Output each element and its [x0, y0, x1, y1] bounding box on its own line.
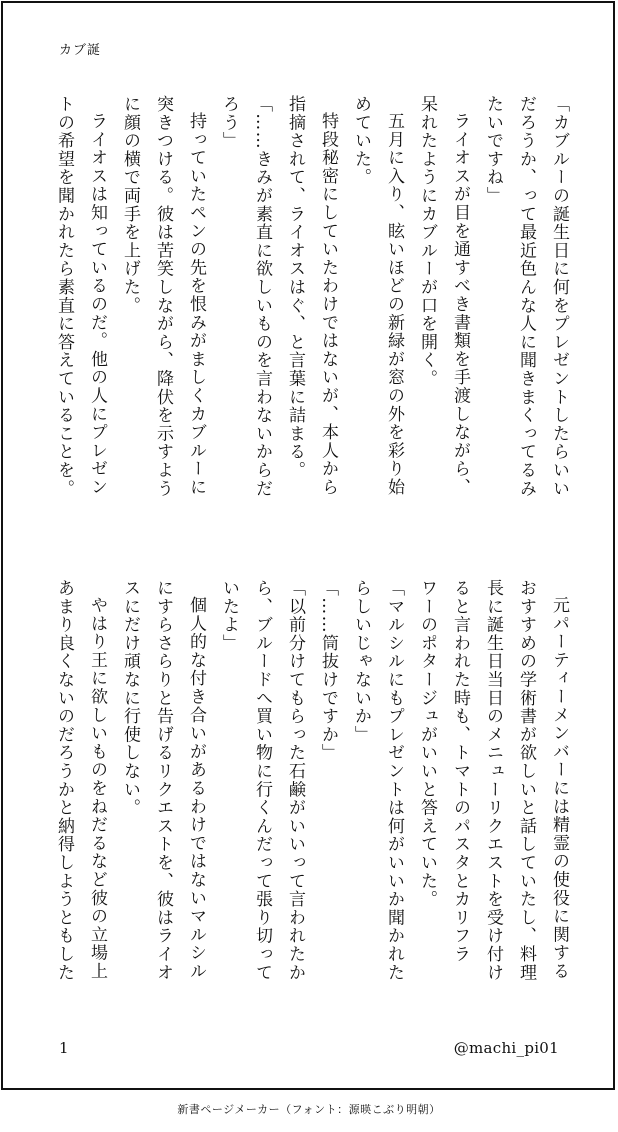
upper-text-column: [25, 95, 575, 525]
text-line: めていた。: [351, 95, 371, 187]
text-line: ると言われた時も、トマトのパスタとカリフラ: [450, 579, 470, 964]
text-line: いたよ」: [219, 579, 239, 653]
text-line: たいですね」: [483, 95, 503, 205]
text-line: 五月に入り、眩いほどの新緑が窓の外を彩り始: [384, 112, 404, 497]
text-line: にすらさらりと告げるリクエストを、彼はライオ: [153, 579, 173, 982]
text-line: ら、ブルードへ買い物に行くんだって張り切って: [252, 579, 272, 982]
text-line: らしいじゃないか」: [351, 579, 371, 744]
page-number: 1: [59, 1039, 69, 1057]
text-line: 指摘されて、ライオスはぐ、と言葉に詰まる。: [285, 95, 305, 480]
text-line: 呆れたようにカブルーが口を開く。: [417, 95, 437, 388]
text-line: に顔の横で両手を上げた。: [120, 95, 140, 315]
text-line: ワーのポタージュがいいと答えていた。: [417, 579, 437, 909]
text-line: スにだけ頑なに行使しない。: [120, 579, 140, 817]
text-line: 「……きみが素直に欲しいものを言わないからだ: [252, 95, 272, 498]
text-line: 「以前分けてもらった石鹸がいいって言われたか: [285, 579, 305, 982]
text-line: 「マルシルにもプレゼントは何がいいか聞かれた: [384, 579, 404, 982]
text-line: 「……筒抜けですか」: [318, 579, 338, 762]
page-frame: [1, 1, 615, 1090]
lower-text-column: [25, 579, 575, 1009]
text-line: 突きつける。彼は苦笑しながら、降伏を示すよう: [153, 95, 173, 498]
text-line: 個人的な付き合いがあるわけではないマルシル: [186, 596, 206, 981]
text-line: あまり良くないのだろうかと納得しようともした: [54, 579, 74, 982]
footer-caption: 新書ページメーカー（フォント：源暎こぶり明朝）: [177, 1103, 441, 1116]
text-line: 「カブルーの誕生日に何をプレゼントしたらいい: [549, 95, 569, 498]
text-line: ライオスが目を通すべき書類を手渡しながら、: [450, 112, 470, 497]
text-line: やはり王に欲しいものをねだるなど彼の立場上: [87, 596, 107, 981]
text-line: ライオスは知っているのだ。他の人にプレゼン: [87, 112, 107, 497]
text-line: 元パーティーメンバーには精霊の使役に関する: [549, 596, 569, 981]
text-line: だろうか、って最近色んな人に聞きまくってるみ: [516, 95, 536, 498]
text-line: 持っていたペンの先を恨みがましくカブルーに: [186, 112, 206, 497]
text-line: 長に誕生日当日のメニューリクエストを受け付け: [483, 579, 503, 982]
text-line: 特段秘密にしていたわけではないが、本人から: [318, 112, 338, 497]
running-title: カブ誕: [59, 43, 102, 58]
author-handle: @machi_pi01: [453, 1039, 559, 1057]
text-line: ろう」: [219, 95, 239, 150]
text-line: トの希望を聞かれたら素直に答えていることを。: [54, 95, 74, 498]
text-line: おすすめの学術書が欲しいと話していたし、料理: [516, 579, 536, 982]
